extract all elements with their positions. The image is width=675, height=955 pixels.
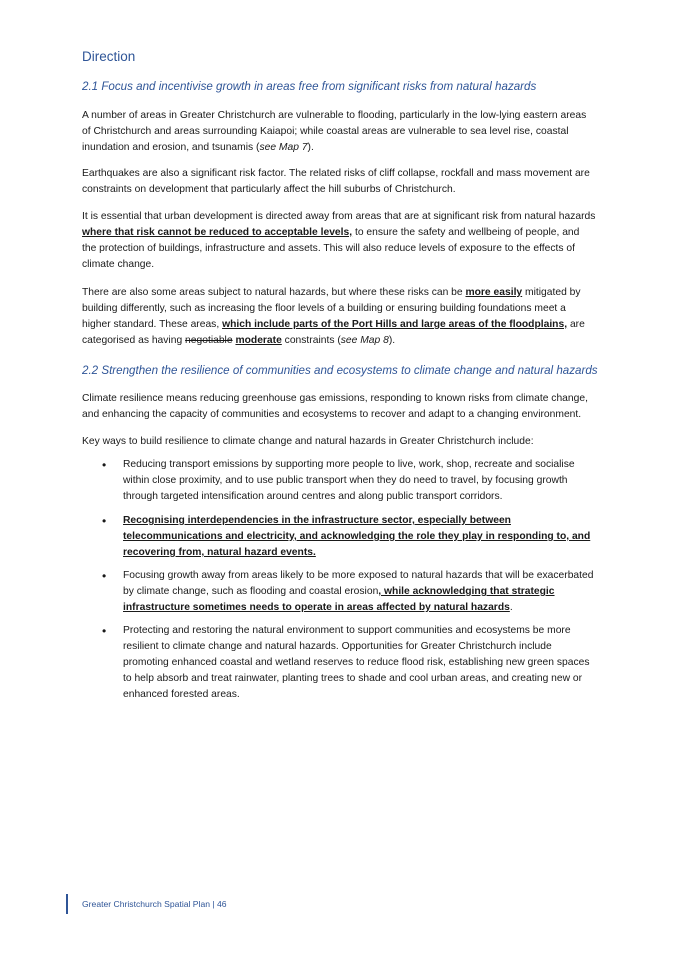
text-run: There are also some areas subject to natural hazards, but where these risks can be (82, 287, 466, 298)
map-reference: see Map 7 (259, 142, 308, 153)
inserted-text: Recognising interdependencies in the infrastructure sector, especially between telecommunications and electricity, and acknowledging the role they play in responding to, and recovering from, natural hazard events. (123, 515, 591, 558)
inserted-text: moderate (235, 335, 282, 346)
text-run: Focusing growth away from areas likely to be more exposed to natural hazards that will be exacerbated by climate change, such as flooding and coastal erosion (123, 570, 594, 597)
paragraph-earthquakes: Earthquakes are also a significant risk factor. The related risks of cliff collapse, rockfall and mass movement are constraints on development that particularly affect the hill suburbs of Christchurch. (82, 168, 590, 195)
list-item (82, 457, 596, 505)
text-run: are categorised as having (82, 319, 585, 346)
paragraph-flooding (82, 108, 596, 156)
heading-2-2: 2.2 Strengthen the resilience of communities and ecosystems to climate change and natural hazards (82, 364, 598, 377)
inserted-text: , while acknowledging that strategic infrastructure sometimes needs to operate in areas affected by natural hazards (123, 586, 555, 613)
paragraph-key-ways: Key ways to build resilience to climate change and natural hazards in Greater Christchurch include: (82, 436, 534, 447)
list-item-text (123, 568, 596, 616)
text-run: ). (307, 142, 314, 153)
heading-2-1: 2.1 Focus and incentivise growth in areas free from significant risks from natural hazards (82, 80, 537, 93)
bullet-icon: • (102, 458, 107, 472)
text-run: It is essential that urban development is directed away from areas that are at significant risk from natural hazards (82, 211, 596, 222)
text-run: constraints ( (281, 335, 341, 346)
list-item (82, 568, 596, 616)
list-item (82, 513, 596, 561)
map-reference: see Map 8 (340, 335, 389, 346)
footer-accent-bar (66, 894, 68, 914)
bullet-icon: • (102, 624, 107, 638)
paragraph-mitigated-areas (82, 285, 596, 349)
text-run: mitigated by building differently, such as increasing the floor levels of a building or ensuring building foundations meet a higher standard. These areas, (82, 287, 581, 330)
paragraph-climate-resilience: Climate resilience means reducing greenhouse gas emissions, responding to known risks from climate change, and enhancing the capacity of communities and ecosystems to recover and adapt to a changing environment. (82, 393, 588, 420)
list-item-text: Protecting and restoring the natural environment to support communities and ecosystems be more resilient to climate change and natural hazards. Opportunities for Greater Christchurch include promoting enhanced coastal and wetland reserves to reduce flood risk, establishing new green spaces to help absorb and treat rainwater, planting trees to shade and cool urban areas, and creating new or enhanced forested areas. (123, 625, 590, 700)
list-item (82, 623, 596, 703)
bullet-icon: • (102, 514, 107, 528)
text-run: to ensure the safety and wellbeing of people, and the protection of buildings, infrastructure and assets. This will also reduce levels of exposure to the effects of climate change. (82, 227, 580, 270)
section-title: Direction (82, 49, 136, 64)
inserted-text: more easily (465, 287, 523, 298)
inserted-text: where that risk cannot be reduced to acceptable levels, (82, 227, 353, 238)
text-run: A number of areas in Greater Christchurch are vulnerable to flooding, particularly in the low-lying eastern areas of Christchurch and areas surrounding Kaiapoi; while coastal areas are vulnerable to sea level rise, coastal inundation and erosion, and tsunamis ( (82, 110, 587, 153)
list-item-text: Reducing transport emissions by supporting more people to live, work, shop, recreate and socialise within close proximity, and to use public transport when they do need to travel, by focusing growth through targeted intensification around centres and along public transport corridors. (123, 459, 575, 502)
text-run: ). (388, 335, 396, 346)
bullet-icon: • (102, 569, 107, 583)
deleted-text: negotiable (185, 335, 233, 346)
text-run: . (509, 602, 513, 613)
page-footer (66, 894, 227, 914)
paragraph-urban-development (82, 209, 596, 273)
inserted-text: which include parts of the Port Hills and large areas of the floodplains, (222, 319, 568, 330)
footer-text: Greater Christchurch Spatial Plan | 46 (82, 899, 227, 909)
